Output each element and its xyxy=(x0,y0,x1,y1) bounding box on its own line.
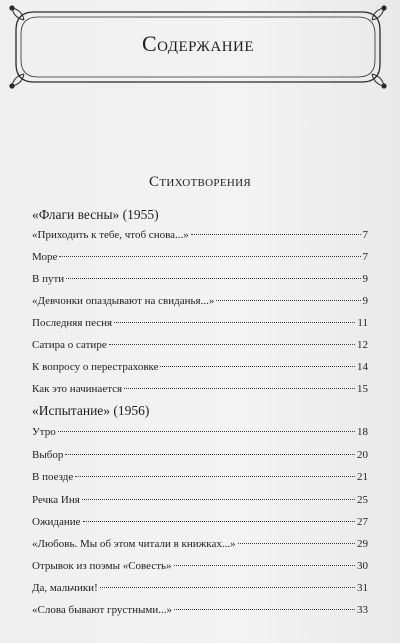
section-title: Стихотворения xyxy=(149,174,251,190)
toc-entry-page: 30 xyxy=(357,560,368,572)
toc-entry-title: «Слова бывают грустными...» xyxy=(32,604,172,616)
toc-entry-title: «Девчонки опаздывают на свиданья...» xyxy=(32,295,215,307)
toc-entry-title: Утро xyxy=(32,426,56,438)
toc-entry-page: 9 xyxy=(362,273,368,285)
toc-entry-page: 27 xyxy=(357,516,368,528)
toc-entry-page: 25 xyxy=(357,494,368,506)
toc-entry[interactable] xyxy=(32,538,368,554)
dot-leader xyxy=(75,476,355,477)
toc-entry-page: 15 xyxy=(357,383,368,395)
toc-entry[interactable] xyxy=(32,560,368,576)
toc-entry[interactable] xyxy=(32,516,368,532)
dot-leader xyxy=(174,609,355,610)
dot-leader xyxy=(82,499,355,500)
toc-entry-title: Речка Иня xyxy=(32,494,80,506)
header-frame xyxy=(8,4,388,90)
toc-entry-page: 14 xyxy=(357,361,368,373)
toc-entry-page: 12 xyxy=(357,339,368,351)
toc-entry[interactable] xyxy=(32,383,368,399)
toc-entry-title: Да, мальчики! xyxy=(32,582,98,594)
toc-entry[interactable] xyxy=(32,494,368,510)
toc-entry-title: Как это начинается xyxy=(32,383,123,395)
dot-leader xyxy=(83,521,355,522)
toc-entry-title: В поезде xyxy=(32,471,74,483)
toc-entry-title: Сатира о сатире xyxy=(32,339,107,351)
toc-entry-page: 11 xyxy=(357,317,368,329)
dot-leader xyxy=(59,256,360,257)
toc-entry-title: Выбор xyxy=(32,449,64,461)
toc-entry-title: К вопросу о перестраховке xyxy=(32,361,159,373)
toc-entry[interactable] xyxy=(32,426,368,442)
group-title: «Флаги весны» (1955) xyxy=(32,207,159,222)
toc-entry-page: 9 xyxy=(362,295,368,307)
toc-entry-title: Ожидание xyxy=(32,516,81,528)
dot-leader xyxy=(174,565,355,566)
toc-entry[interactable] xyxy=(32,471,368,487)
toc-entry-page: 7 xyxy=(362,229,368,241)
group-title: «Испытание» (1956) xyxy=(32,403,150,418)
toc-entry[interactable] xyxy=(32,604,368,620)
dot-leader xyxy=(160,366,355,367)
dot-leader xyxy=(191,234,361,235)
toc-entry[interactable] xyxy=(32,317,368,333)
toc-entry[interactable] xyxy=(32,339,368,355)
dot-leader xyxy=(66,278,360,279)
toc-entry-page: 18 xyxy=(357,426,368,438)
dot-leader xyxy=(100,587,355,588)
toc-entry[interactable] xyxy=(32,251,368,267)
toc-entry-title: Море xyxy=(32,251,58,263)
toc-entry-title: Отрывок из поэмы «Совесть» xyxy=(32,560,172,572)
dot-leader xyxy=(114,322,355,323)
page-title: Содержание xyxy=(141,31,255,56)
dot-leader xyxy=(109,344,355,345)
dot-leader xyxy=(124,388,355,389)
toc-entry[interactable] xyxy=(32,361,368,377)
toc-entry-page: 21 xyxy=(357,471,368,483)
toc-entry-page: 29 xyxy=(357,538,368,550)
toc-entry-page: 7 xyxy=(362,251,368,263)
toc-entry-page: 31 xyxy=(357,582,368,594)
toc-entry[interactable] xyxy=(32,449,368,465)
toc-entry-page: 20 xyxy=(357,449,368,461)
toc-entry-title: Последняя песня xyxy=(32,317,113,329)
toc-entry-title: «Любовь. Мы об этом читали в книжках...» xyxy=(32,538,236,550)
toc-entry-title: В пути xyxy=(32,273,65,285)
toc-entry[interactable] xyxy=(32,295,368,311)
dot-leader xyxy=(238,543,355,544)
dot-leader xyxy=(65,454,355,455)
toc-entry-title: «Приходить к тебе, чтоб снова...» xyxy=(32,229,189,241)
dot-leader xyxy=(216,300,360,301)
toc-entry[interactable] xyxy=(32,229,368,245)
toc-entry[interactable] xyxy=(32,582,368,598)
toc-entry[interactable] xyxy=(32,273,368,289)
dot-leader xyxy=(58,431,355,432)
toc-entry-page: 33 xyxy=(357,604,368,616)
